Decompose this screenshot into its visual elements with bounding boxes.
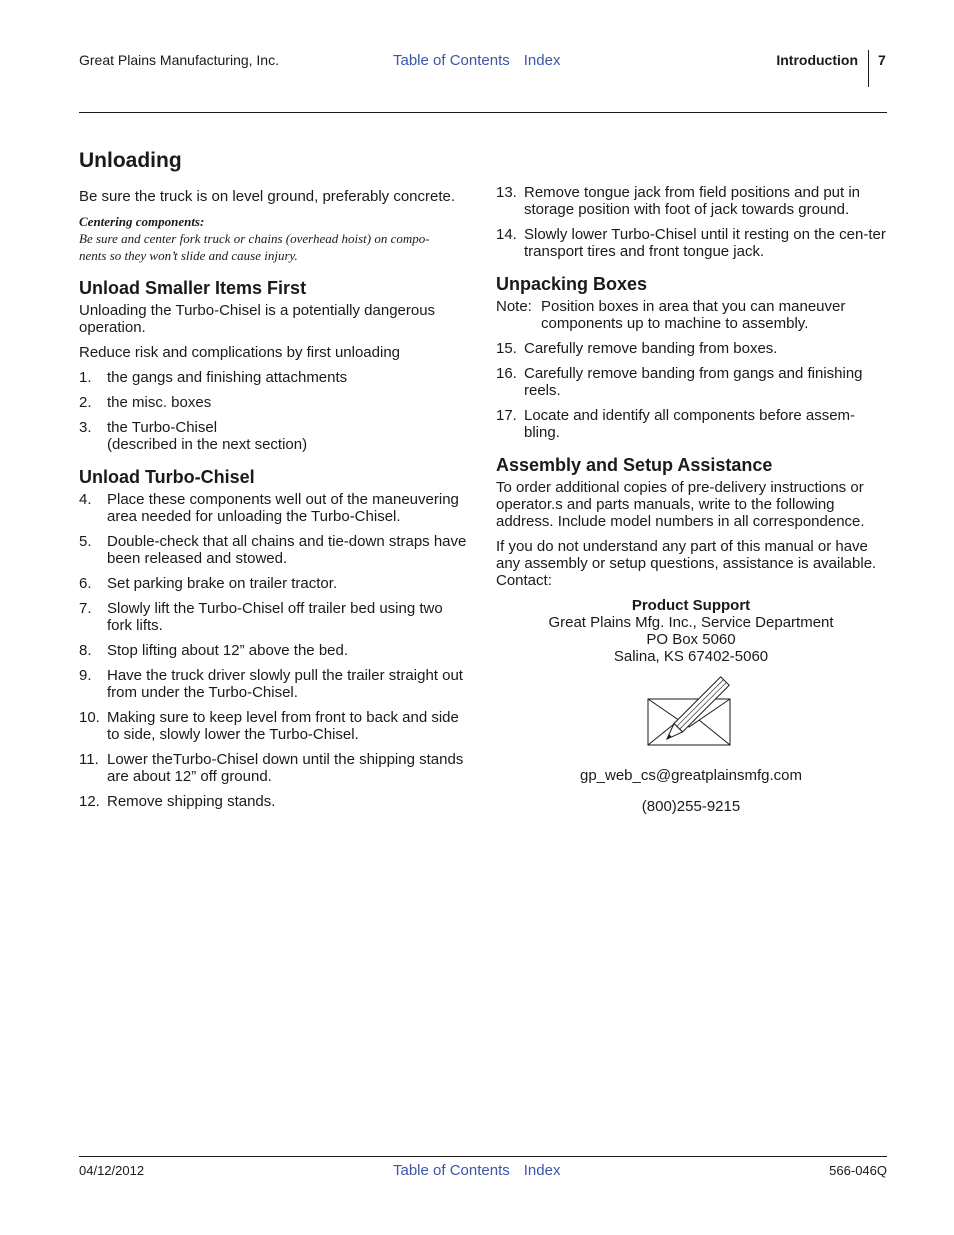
item-number: 12.: [79, 793, 100, 810]
item-number: 17.: [496, 407, 517, 424]
item-text: Set parking brake on trailer tractor.: [107, 575, 338, 592]
list-item: [79, 419, 469, 453]
item-text: Double-check that all chains and tie-down straps have been released and stowed.: [107, 533, 467, 567]
footer-links: [393, 1162, 574, 1179]
list-item: [496, 407, 886, 441]
support-line-3: Salina, KS 67402-5060: [613, 648, 769, 665]
note: [496, 298, 886, 332]
item-text: Lower theTurbo-Chisel down until the shipping stands are about 12” off ground.: [107, 751, 464, 785]
reduce-text: Reduce risk and complications by first unloading: [79, 344, 400, 361]
heading-assistance: Assembly and Setup Assistance: [496, 455, 773, 475]
footer-doc-number: 566-046Q: [829, 1163, 887, 1178]
heading-unload-turbo: Unload Turbo-Chisel: [79, 467, 255, 487]
item-text: Slowly lift the Turbo-Chisel off trailer bed using two fork lifts.: [107, 600, 443, 634]
footer-index-link[interactable]: Index: [523, 1162, 561, 1179]
caption-line-1: Be sure and center fork truck or chains (overhead hoist) on compo-: [79, 231, 430, 246]
header-index-link[interactable]: Index: [523, 52, 561, 69]
header-rule: [79, 112, 887, 113]
item-number: 13.: [496, 184, 517, 201]
list-item: [79, 667, 469, 701]
list-item: [79, 533, 469, 567]
list-item: [79, 394, 469, 411]
support-phone: (800)255-9215: [641, 798, 741, 815]
dangerous-text: Unloading the Turbo-Chisel is a potentially dangerous operation.: [79, 302, 436, 336]
item-number: 4.: [79, 491, 92, 508]
header-divider: [868, 50, 869, 87]
caption-text: [79, 230, 469, 264]
list-item: [79, 369, 469, 386]
item-text: Slowly lower Turbo-Chisel until it resting on the cen-ter transport tires and front tongue jack.: [524, 226, 886, 260]
support-email: gp_web_cs@greatplainsmfg.com: [579, 767, 802, 784]
item-text: the gangs and finishing attachments: [107, 369, 348, 386]
header-links: [393, 52, 574, 69]
item-text: Locate and identify all components before assem-bling.: [524, 407, 856, 441]
item-text: Place these components well out of the maneuvering area needed for unloading the Turbo-Chisel.: [107, 491, 459, 525]
envelope-pencil-icon: [646, 673, 736, 757]
item-text: Carefully remove banding from boxes.: [524, 340, 778, 357]
item-number: 6.: [79, 575, 92, 592]
intro-text: Be sure the truck is on level ground, preferably concrete.: [79, 188, 456, 205]
item-text: Remove shipping stands.: [107, 793, 276, 810]
item-number: 7.: [79, 600, 92, 617]
note-label: Note:: [496, 298, 532, 315]
item-text: Remove tongue jack from field positions and put in storage position with foot of jack towards ground.: [524, 184, 861, 218]
caption-title: Centering components:: [79, 214, 205, 229]
item-text: the Turbo-Chisel: [107, 419, 218, 436]
order-text: To order additional copies of pre-delivery instructions or operator.s and parts manuals, write to the following address. Include model numbers in all correspondence.: [496, 479, 865, 530]
item-text-sub: (described in the next section): [107, 436, 308, 453]
list-item: [496, 365, 886, 399]
caption-line-2: nents so they won’t slide and cause injury.: [79, 248, 298, 263]
page-number: 7: [878, 52, 886, 68]
list-item: [79, 575, 469, 592]
header-toc-link[interactable]: Table of Contents: [393, 52, 510, 69]
footer-toc-link[interactable]: Table of Contents: [393, 1162, 510, 1179]
contact-block: [496, 597, 886, 815]
list-item: [496, 226, 886, 260]
support-line-1: Great Plains Mfg. Inc., Service Department: [548, 614, 834, 631]
list-item: [79, 491, 469, 525]
list-item: [496, 340, 886, 357]
item-number: 9.: [79, 667, 92, 684]
left-column: [79, 148, 469, 818]
footer-date: 04/12/2012: [79, 1163, 145, 1178]
item-number: 1.: [79, 369, 92, 386]
list-item: [79, 600, 469, 634]
item-number: 8.: [79, 642, 92, 659]
item-number: 5.: [79, 533, 92, 550]
item-text: Have the truck driver slowly pull the trailer straight out from under the Turbo-Chisel.: [107, 667, 463, 701]
item-text: the misc. boxes: [107, 394, 212, 411]
item-number: 16.: [496, 365, 517, 382]
support-title: Product Support: [631, 597, 751, 614]
item-number: 11.: [79, 751, 99, 768]
item-number: 15.: [496, 340, 517, 357]
item-text: Carefully remove banding from gangs and finishing reels.: [524, 365, 863, 399]
page-title: Unloading: [79, 149, 182, 172]
item-number: 2.: [79, 394, 92, 411]
list-item: [496, 184, 886, 218]
support-line-2: PO Box 5060: [646, 631, 736, 648]
heading-unpacking: Unpacking Boxes: [496, 274, 648, 294]
list-item: [79, 793, 469, 810]
item-number: 3.: [79, 419, 92, 436]
item-text: Making sure to keep level from front to back and side to side, slowly lower the Turbo-Chisel.: [107, 709, 459, 743]
header-company: Great Plains Manufacturing, Inc.: [79, 52, 279, 68]
right-column: [496, 184, 886, 815]
heading-unload-smaller: Unload Smaller Items First: [79, 278, 307, 298]
footer-rule: [79, 1156, 887, 1157]
contact-text: If you do not understand any part of this manual or have any assembly or setup questions, assistance is available. Contact:: [496, 538, 877, 589]
header-section: Introduction: [776, 52, 858, 68]
list-item: [79, 751, 469, 785]
list-item: [79, 709, 469, 743]
note-text: Position boxes in area that you can maneuver components up to machine to assembly.: [541, 298, 846, 332]
item-number: 14.: [496, 226, 517, 243]
item-text: Stop lifting about 12” above the bed.: [107, 642, 349, 659]
list-item: [79, 642, 469, 659]
item-number: 10.: [79, 709, 100, 726]
